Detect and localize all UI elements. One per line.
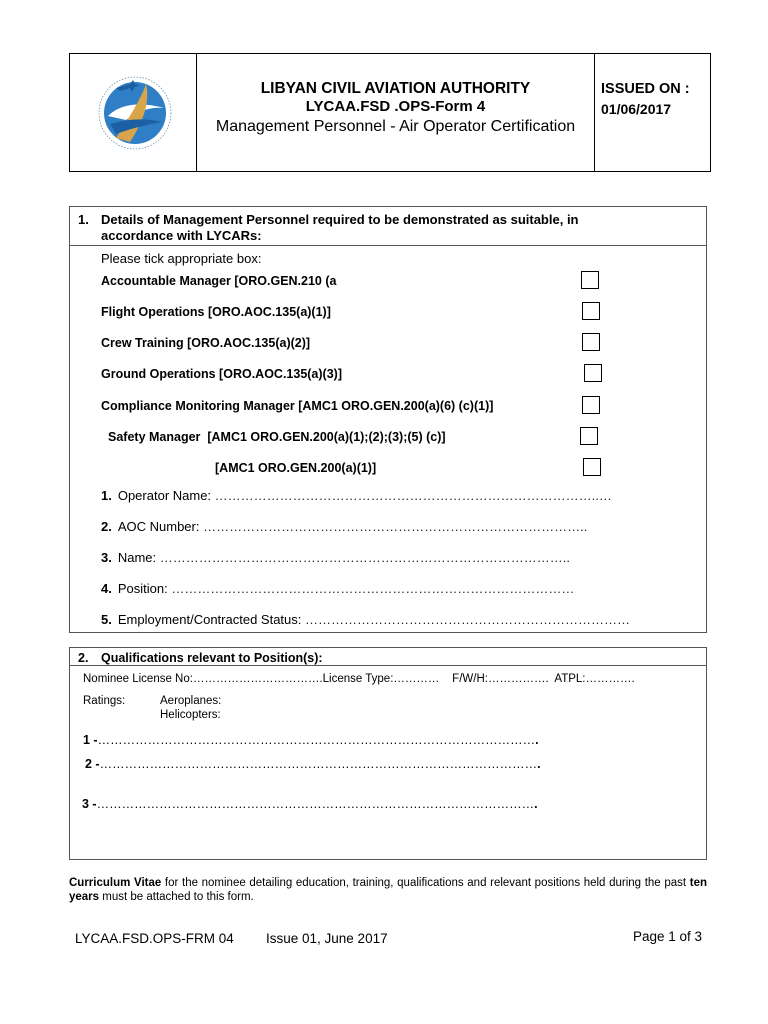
field-label: AOC Number:	[117, 519, 200, 534]
cv-note-text-end: must be attached to this form.	[99, 891, 254, 903]
footer-issue: Issue 01, June 2017	[266, 931, 388, 946]
field-number: 1.	[101, 488, 112, 503]
field-dots: ……………………………………………………………………………..…	[214, 488, 612, 503]
checkbox-safety-manager[interactable]	[580, 427, 598, 445]
role-safety-manager: Safety Manager [AMC1 ORO.GEN.200(a)(1);(2);(3);(5) (c)]	[108, 430, 446, 444]
section-1-title: Details of Management Personnel required to be demonstrated as suitable, in accordance with LYCARs:	[101, 212, 579, 243]
ratings-label: Ratings:	[83, 695, 126, 707]
rating-line-dots: ……………………………………………………………………………………………	[99, 757, 538, 771]
field-number: 2.	[101, 519, 112, 534]
field-employment-status[interactable]	[101, 612, 630, 627]
rating-line-end: .	[535, 733, 539, 747]
field-label: Position:	[117, 581, 168, 596]
rating-line-number: 2 -	[85, 757, 100, 771]
org-name: LIBYAN CIVIL AVIATION AUTHORITY	[260, 80, 531, 97]
cv-note-bold: Curriculum Vitae	[69, 877, 162, 889]
section-2-title: Qualifications relevant to Position(s):	[101, 651, 323, 665]
section-1-number: 1.	[78, 212, 89, 227]
field-dots: ……………………………………………………………………………..	[203, 519, 588, 534]
rating-line-dots: ……………………………………………………………………………………………	[96, 797, 535, 811]
footer-page-number: Page 1 of 3	[633, 929, 703, 944]
form-title: Management Personnel - Air Operator Certification	[215, 118, 576, 135]
checkbox-flight-operations[interactable]	[582, 302, 600, 320]
issued-on-date: 01/06/2017	[601, 101, 672, 117]
field-operator-name[interactable]	[101, 488, 612, 503]
role-flight-operations: Flight Operations [ORO.AOC.135(a)(1)]	[101, 305, 331, 319]
tick-instruction: Please tick appropriate box:	[101, 251, 262, 266]
section-2-number: 2.	[78, 651, 89, 665]
field-dots: …………………………………………………………………………………	[171, 581, 575, 596]
form-code: LYCAA.FSD .OPS-Form 4	[305, 98, 486, 115]
issued-on-label: ISSUED ON :	[601, 81, 690, 97]
role-safety-manager-alt: [AMC1 ORO.GEN.200(a)(1)]	[215, 461, 377, 475]
rating-line-dots: ……………………………………………………………………………………………	[97, 733, 536, 747]
lycaa-logo-icon	[86, 68, 184, 158]
rating-line-2[interactable]	[85, 757, 541, 771]
field-number: 3.	[101, 550, 112, 565]
field-name[interactable]	[101, 550, 570, 565]
section-2-divider	[69, 665, 707, 666]
rating-line-1[interactable]	[83, 733, 539, 747]
helicopters-label: Helicopters:	[160, 709, 221, 721]
aeroplanes-label: Aeroplanes:	[160, 695, 222, 707]
field-label: Name:	[117, 550, 157, 565]
checkbox-safety-manager-alt[interactable]	[583, 458, 601, 476]
field-dots: …………………………………………………………………………………..	[159, 550, 570, 565]
checkbox-ground-operations[interactable]	[584, 364, 602, 382]
role-accountable-manager: Accountable Manager [ORO.GEN.210 (a	[101, 274, 337, 288]
checkbox-compliance-monitoring[interactable]	[582, 396, 600, 414]
role-ground-operations: Ground Operations [ORO.AOC.135(a)(3)]	[101, 367, 342, 381]
footer-doc-code: LYCAA.FSD.OPS-FRM 04	[75, 931, 234, 946]
field-label: Employment/Contracted Status:	[117, 612, 302, 627]
field-dots: …………………………………………………………………	[305, 612, 630, 627]
role-compliance-monitoring-manager: Compliance Monitoring Manager [AMC1 ORO.GEN.200(a)(6) (c)(1)]	[101, 399, 494, 413]
nominee-license-row[interactable]: Nominee License No:…………………………….License Type:………… F/W/H:……………. ATPL:………….	[83, 673, 635, 685]
field-number: 5.	[101, 612, 112, 627]
rating-line-3[interactable]	[82, 797, 538, 811]
cv-note-text: for the nominee detailing education, training, qualifications and relevant positions held during the past	[161, 877, 690, 889]
role-crew-training: Crew Training [ORO.AOC.135(a)(2)]	[101, 336, 311, 350]
section-1-divider	[69, 245, 707, 246]
field-label: Operator Name:	[117, 488, 212, 503]
checkbox-accountable-manager[interactable]	[581, 271, 599, 289]
field-aoc-number[interactable]	[101, 519, 587, 534]
header-divider	[594, 53, 595, 172]
rating-line-end: .	[537, 757, 541, 771]
checkbox-crew-training[interactable]	[582, 333, 600, 351]
field-number: 4.	[101, 581, 112, 596]
cv-note	[69, 876, 707, 904]
cv-note-bold-years: ten years	[69, 877, 707, 903]
section-1-box	[69, 206, 707, 633]
rating-line-number: 1 -	[83, 733, 98, 747]
field-position[interactable]	[101, 581, 574, 596]
rating-line-end: .	[534, 797, 538, 811]
rating-line-number: 3 -	[82, 797, 97, 811]
